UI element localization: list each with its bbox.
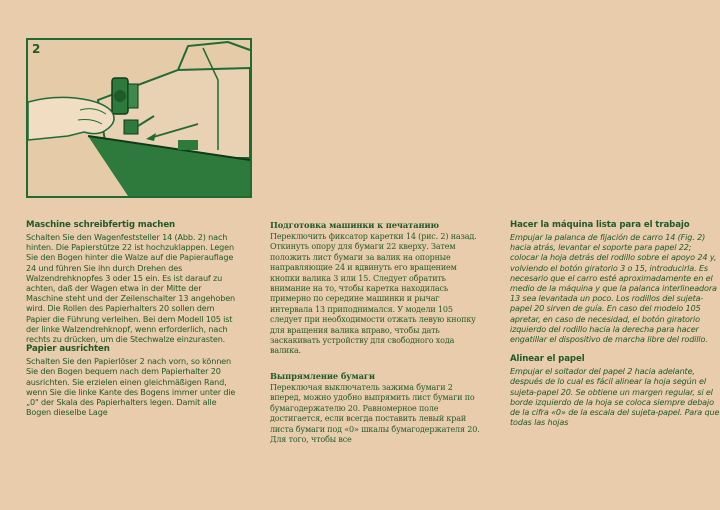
section-heading: Hacer la máquina lista para el trabajo [510, 220, 690, 230]
section-heading: Выпрямление бумаги [270, 370, 375, 381]
section-text: Empujar la palanca de fijación de carro 14 (Fig. 2) hacia atrás, levantar el soporte para papel 22; colocar la hoja detrás del rodillo sobre el apoyo 24 y, volviendo el botón giratorio 3 o 15, introducirla. Es necesario que el carro esté aproximadamente en el medio de la máquina y que la palanca interlineadora 13 sea levantada un poco. Los rodillos del sujeta-papel 20 sirven de guía. En caso del modelo 105 apretar, en caso de necesidad, el botón giratorio izquierdo del rodillo hacia la derecha para hacer engatillar el dispositivo de marcha libre del rodillo. [510, 232, 717, 345]
section-heading: Alinear el papel [510, 354, 585, 365]
section-heading: Maschine schreibfertig machen [26, 220, 176, 230]
column-german [26, 220, 236, 417]
section-heading: Papier ausrichten [26, 344, 110, 355]
section-text: Empujar el soltador del papel 2 hacia adelante, después de lo cual es fácil alinear la hoja según el sujeta-papel 20. Se obtiene un margen regular, si el borde izquierdo de la hoja se coloca siempre debajo de la cifra «0» de la escala del sujeta-papel. Para que todas las hojas [510, 366, 720, 428]
figure-illustration [26, 38, 252, 198]
section-heading: Подготовка машинки к печатанию [270, 220, 439, 230]
typewriter-illustration [28, 40, 250, 196]
section-text: Schalten Sie den Papierlöser 2 nach vorn, so können Sie den Bogen bequem nach dem Papierhalter 20 ausrichten. Sie erzielen einen gleichmäßigen Rand, wenn Sie die linke Kante des Bogens immer unter die „0" der Skala des Papierhalters legen. Damit alle Bogen dieselbe Lage [26, 356, 236, 418]
section-text: Переключая выключатель зажима бумаги 2 вперед, можно удобно выпрямить лист бумаги по бумагодержателю 20. Равномерное поле достигается, если всегда поставить левый край листа бумаги под «0» шкалы бумагодержателя 20. Для того, чтобы все [270, 382, 480, 444]
column-russian [270, 220, 480, 445]
column-spanish [510, 220, 720, 427]
section-text: Schalten Sie den Wagenfeststeller 14 (Abb. 2) nach hinten. Die Papierstütze 22 ist hochzuklappen. Legen Sie den Bogen hinter die Walze auf die Papierauflage 24 und führen Sie ihn durch Drehen des Walzendrehknopfes 3 oder 15 ein. Es ist darauf zu achten, daß der Wagen etwa in der Mitte der Maschine steht und der Zeilenschalter 13 angehoben wird. Die Rollen des Papierhalters 20 sollen dem Papier die Führung verleihen. Bei dem Modell 105 ist der linke Walzendrehknopf, wenn erforderlich, nach rechts zu drücken, um die Stechwalze einzurasten. [26, 232, 236, 345]
section-text: Переключить фиксатор каретки 14 (рис. 2) назад. Откинуть опору для бумаги 22 кверху. Затем положить лист бумаги за валик на опорные направляющие 24 и вдвинуть его вращением кнопки валика 3 или 15. Следует обратить внимание на то, чтобы каретка находилась примерно по середине машинки и рычаг интервала 13 приподнимался. У модели 105 следует при необходимости отжать левую кнопку для вращения валика вправо, чтобы дать заскакивать устройству для свободного хода валика. [270, 232, 477, 356]
figure-number: 2 [32, 42, 41, 56]
